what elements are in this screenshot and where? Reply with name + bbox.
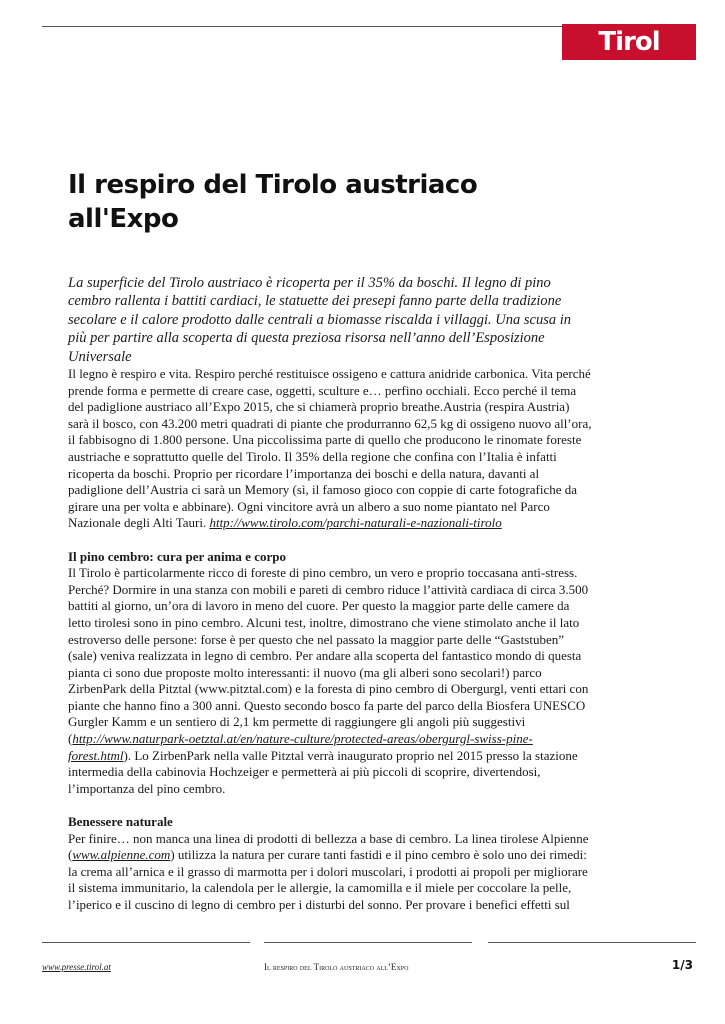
footer-url-link[interactable]: www.presse.tirol.at <box>42 962 111 972</box>
section2-paragraph <box>68 565 592 797</box>
article-intro: La superficie del Tirolo austriaco è ricoperta per il 35% da boschi. Il legno di pino cembro rallenta i battiti cardiaci, le statuette dei presepi fanno parte della tradizione secolare e il calore prodotto dalle centrali a biomasse riscalda i villaggi. Una scusa in più per partire alla scoperta di questa preziosa risorsa nell’anno dell’Esposizione Universale <box>68 275 572 365</box>
section3-paragraph <box>68 831 592 914</box>
footer-rule-left <box>42 942 250 943</box>
spacer <box>68 797 592 814</box>
section2-text-a: Il Tirolo è particolarmente ricco di foreste di pino cembro, un vero e proprio toccasana anti-stress. Perché? Dormire in una stanza con mobili e pareti di cembro riduce l’attività cardiaca di circa 3.500 battiti al giorno, un’ora di lavoro in meno del cuore. Per questo la maggior parte delle camere da letto tirolesi sono in pino cembro. Alcuni test, inoltre, dimostrano che viene stimolato anche il lato estroverso delle persone: forse è per questo che nel passato la maggior parte delle “Gaststuben” (sale) veniva realizzata in legno di cembro. Per andare alla scoperta del fantastico mondo di questa pianta ci sono due proposte molto interessanti: il nuovo (ma gli alberi sono secolari!) parco ZirbenPark della Pitztal (www.pitztal.com) e la foresta di pino cembro di Obergurgl, venti ettari con piante che hanno fino a 300 anni. Questo secondo bosco fa parte del parco della Biosfera UNESCO Gurgler Kamm e un sentiero di 2,1 km permette di raggiungere gli angoli più suggestivi ( <box>68 565 589 747</box>
footer-rule-middle <box>264 942 472 943</box>
tirol-logo <box>562 24 696 60</box>
section3-text-b: ) utilizza la natura per curare tanti fastidi e il pino cembro è solo uno dei rimedi: la crema all’arnica e il grasso di marmotta per i dolori muscolari, i prodotti ai propoli per migliorare il sistema immunitario, la calendola per le allergie, la camomilla e il miele per coccolare la pelle, l’iperico e il cuscino di legno di cembro per i disturbi del sonno. Per provare i benefici effetti sul <box>68 847 588 912</box>
section2-text-b: ). Lo ZirbenPark nella valle Pitztal verrà inaugurato proprio nel 2015 presso la stazione intermedia della cabinovia Hochzeiger e permetterà ai più piccoli di scoprire, divertendosi, l’importanza del pino cembro. <box>68 747 578 796</box>
section1-link[interactable]: http://www.tirolo.com/parchi-naturali-e-nazionali-tirolo <box>209 515 502 531</box>
article-title: Il respiro del Tirolo austriaco all'Expo <box>68 170 478 234</box>
section1-text: Il legno è respiro e vita. Respiro perché restituisce ossigeno e cattura anidride carbonica. Vita perché prende forma e permette di creare case, oggetti, sculture e… perfino occhiali. Ecco perché il tema del padiglione austriaco all’Expo 2015, che si chiamerà proprio breathe.Austria (respira Austria) sarà il bosco, con 43.200 metri quadrati di piante che produrranno 62,5 kg di ossigeno nuovo all’ora, il fabbisogno di 1.800 persone. Una piccolissima parte di quello che producono le rinomate foreste austriache e soprattutto quelle del Tirolo. Il 35% della regione che confina con l’Italia è infatti ricoperta da boschi. Proprio per ricordare l’importanza dei boschi e della natura, davanti al padiglione dell’Austria ci sarà un Memory (sì, il famoso gioco con coppie di carte fotografiche da girare una per volta e abbinare). Ogni vincitore avrà un albero a suo nome piantato nel Parco Nazionale degli Alti Tauri. <box>68 366 592 531</box>
footer-rule-right <box>488 942 696 943</box>
section2-heading: Il pino cembro: cura per anima e corpo <box>68 548 286 564</box>
section3-link[interactable]: www.alpienne.com <box>72 847 171 863</box>
section1-paragraph <box>68 366 592 532</box>
section2-link[interactable]: http://www.naturpark-oetztal.at/en/nature-culture/protected-areas/obergurgl-swiss-pine-forest.html <box>68 731 533 763</box>
page-number: 1/3 <box>671 958 693 972</box>
footer-title: Il respiro del Tirolo austriaco all’Expo <box>264 962 409 972</box>
spacer <box>68 532 592 549</box>
section3-heading: Benessere naturale <box>68 814 173 830</box>
logo-text: Tirol <box>598 27 660 57</box>
section3-text-a: Per finire… non manca una linea di prodotti di bellezza a base di cembro. La linea tirolese Alpienne ( <box>68 830 589 863</box>
article-body <box>68 366 592 914</box>
